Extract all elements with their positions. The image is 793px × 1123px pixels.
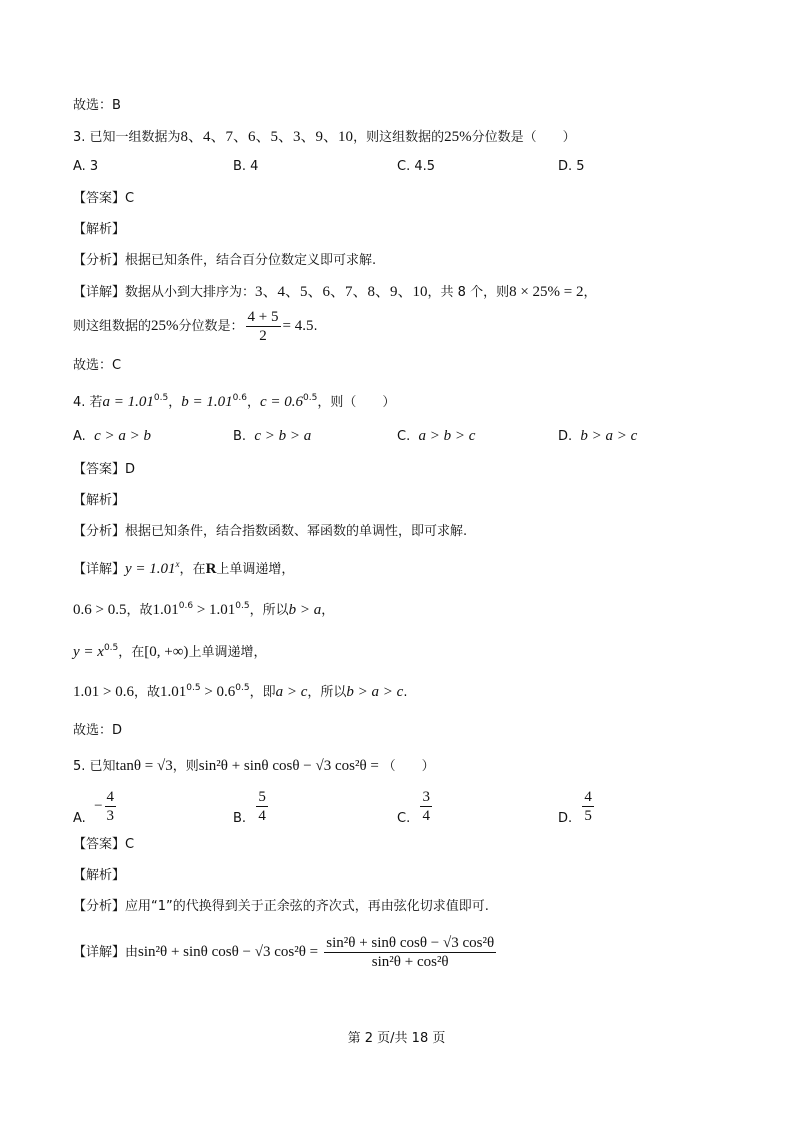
q5-option-a	[73, 788, 118, 825]
q4-option-d-expr: b > a > c	[580, 428, 638, 444]
q3-result	[73, 308, 318, 345]
q5-option-a-num: 4	[106, 789, 115, 805]
q3-detail	[73, 283, 597, 302]
q4-a-def: a = 1.01	[102, 394, 154, 410]
q3-result-percent: 25%	[151, 318, 179, 334]
q4-d4-concl1: a > c	[275, 684, 308, 700]
q5-option-a-letter: A.	[73, 811, 86, 826]
q4-d1-end: 上单调递增，	[216, 562, 295, 577]
q3-answer: 【答案】C	[73, 191, 135, 206]
q4-d2-mid2: ，所以	[249, 603, 289, 618]
q4-detail-1	[73, 560, 294, 579]
q4-d4-base1: 1.01	[159, 684, 187, 700]
q4-d4-mid3: ，所以	[307, 685, 347, 700]
q4-final: 故选：D	[73, 723, 123, 738]
q4-option-a	[73, 428, 151, 445]
q4-d2-ineq: 0.6 > 0.5	[73, 602, 127, 618]
q5-suffix: （ ）	[382, 759, 435, 774]
q5-option-d-frac	[582, 788, 594, 825]
q5-detail-lhs: sin²θ + sinθ cosθ − √3 cos²θ =	[138, 944, 319, 960]
q5-option-a-den: 3	[106, 808, 115, 824]
q4-d4-mid2: ，即	[249, 685, 276, 700]
q4-d1-exp: x	[175, 559, 180, 569]
q4-d1-prefix: 【详解】	[73, 562, 126, 577]
q5-prefix: 5. 已知	[73, 759, 116, 774]
q4-d2-mid: ，故	[126, 603, 153, 618]
q4-d1-func: y = 1.01	[125, 561, 176, 577]
q5-option-c-num: 3	[422, 789, 430, 805]
q3-option-d: D. 5	[558, 159, 585, 174]
q3-suffix: 分位数是（ ）	[471, 130, 576, 145]
q5-given: tanθ = √3	[115, 758, 173, 774]
q4-d3-exp: 0.5	[103, 643, 119, 653]
q3-frac-den: 2	[259, 328, 267, 344]
q5-option-d-num: 4	[584, 789, 592, 805]
q3-option-c: C. 4.5	[397, 159, 436, 174]
q4-d3-mid: ，在	[118, 645, 145, 660]
q4-option-b-expr: c > b > a	[254, 428, 312, 444]
q4-option-b	[233, 428, 311, 445]
q3-result-middle: 分位数是：	[178, 319, 244, 334]
q4-d1-mid: ，在	[179, 562, 206, 577]
q5-option-c	[397, 788, 434, 825]
q5-detail-num: sin²θ + sinθ cosθ − √3 cos²θ	[326, 935, 495, 951]
q5-mid: ，则	[172, 759, 199, 774]
q3-detail-prefix: 【详解】数据从小到大排序为：	[73, 285, 256, 300]
q4-option-c	[397, 428, 475, 445]
q4-fenxi: 【分析】根据已知条件，结合指数函数、幂函数的单调性，即可求解.	[73, 524, 468, 539]
q4-suffix: ，则（ ）	[317, 395, 396, 410]
q3-result-prefix: 则这组数据的	[73, 319, 152, 334]
q4-d3-func: y = x	[73, 644, 104, 660]
question-4-stem	[73, 393, 395, 413]
question-3-stem	[73, 128, 576, 147]
q3-analysis-header: 【解析】	[73, 222, 126, 237]
q4-d4-ineq: 1.01 > 0.6	[73, 684, 134, 700]
q3-detail-calc: 8 × 25% = 2	[509, 284, 584, 300]
q3-fraction	[246, 308, 281, 345]
q3-data-values: 8、4、7、6、5、3、9、10	[180, 129, 354, 145]
q4-detail-2	[73, 601, 334, 621]
q5-option-d-letter: D.	[558, 811, 573, 826]
q3-frac-result: = 4.5	[282, 318, 314, 334]
answer-line-q2: 故选：B	[73, 98, 121, 113]
page-footer: 第 2 页/共 18 页	[347, 1031, 446, 1046]
q4-option-a-letter: A.	[73, 429, 86, 444]
q4-sep-2: ，	[246, 395, 260, 410]
q5-option-b-den: 4	[258, 808, 266, 824]
q4-d3-end: 上单调递增，	[188, 645, 267, 660]
q5-option-c-frac	[420, 788, 432, 825]
q5-expr: sin²θ + sinθ cosθ − √3 cos²θ =	[198, 758, 383, 774]
q4-d2-exp2: 0.5	[235, 601, 250, 611]
q3-middle: ，则这组数据的	[353, 130, 445, 145]
q4-option-a-expr: c > a > b	[94, 428, 151, 444]
q4-d2-exp1: 0.6	[178, 601, 194, 611]
q5-option-b-letter: B.	[233, 811, 247, 826]
q3-prefix: 3. 已知一组数据为	[73, 130, 181, 145]
q4-d3-interval: [0, +∞)	[144, 644, 189, 660]
q3-final: 故选：C	[73, 358, 122, 373]
q4-detail-3	[73, 643, 266, 663]
q4-a-exp: 0.5	[153, 393, 169, 403]
q4-option-c-expr: a > b > c	[418, 428, 476, 444]
q4-d4-concl2: b > a > c	[346, 684, 404, 700]
q4-answer: 【答案】D	[73, 462, 136, 477]
q4-prefix: 4. 若	[73, 395, 103, 410]
q4-b-def: b = 1.01	[181, 394, 233, 410]
q5-fenxi: 【分析】应用“1”的代换得到关于正余弦的齐次式，再由弦化切求值即可.	[73, 899, 489, 914]
q4-option-d	[558, 428, 637, 445]
q3-detail-middle: ，共 8 个，则	[427, 285, 510, 300]
q4-option-b-letter: B.	[233, 429, 247, 444]
q4-d4-mid: ，故	[133, 685, 160, 700]
q3-sorted-values: 3、4、5、6、7、8、9、10	[255, 284, 428, 300]
q4-d4-exp1: 0.5	[186, 683, 201, 693]
q3-detail-end: ，	[583, 285, 597, 300]
q3-option-a: A. 3	[73, 159, 99, 174]
q5-detail-prefix: 【详解】由	[73, 945, 139, 960]
q5-detail-frac	[324, 934, 496, 971]
q3-result-end: .	[313, 319, 318, 334]
q5-option-c-letter: C.	[397, 811, 411, 826]
q3-option-b: B. 4	[233, 159, 259, 174]
q4-d4-gt: > 0.6	[200, 684, 236, 700]
q5-option-c-den: 4	[422, 808, 430, 824]
q5-option-b-num: 5	[258, 789, 266, 805]
q5-option-d	[558, 788, 596, 825]
q4-b-exp: 0.6	[232, 393, 247, 403]
q4-d4-exp2: 0.5	[235, 683, 250, 693]
q4-c-exp: 0.5	[303, 393, 318, 403]
q3-fenxi: 【分析】根据已知条件，结合百分位数定义即可求解.	[73, 253, 377, 268]
q4-analysis-header: 【解析】	[73, 493, 126, 508]
q3-frac-num: 4 + 5	[247, 309, 279, 325]
q4-d2-gt: > 1.01	[193, 602, 236, 618]
q5-detail	[73, 934, 498, 971]
q5-option-d-den: 5	[584, 808, 592, 824]
q4-detail-4	[73, 683, 407, 703]
q4-option-c-letter: C.	[397, 429, 411, 444]
q4-option-d-letter: D.	[558, 429, 573, 444]
q4-d4-end: .	[403, 685, 408, 700]
q5-analysis-header: 【解析】	[73, 868, 126, 883]
q4-c-def: c = 0.6	[259, 394, 304, 410]
q5-detail-den: sin²θ + cos²θ	[371, 954, 449, 970]
q5-option-a-sign: −	[94, 798, 103, 814]
q4-d2-base1: 1.01	[152, 602, 179, 618]
q4-d2-end: ，	[321, 603, 335, 618]
q5-option-b	[233, 788, 270, 825]
q3-percent: 25%	[444, 129, 472, 145]
q5-option-b-frac	[256, 788, 268, 825]
q4-sep-1: ，	[168, 395, 182, 410]
q5-answer: 【答案】C	[73, 837, 135, 852]
q5-option-a-frac	[105, 788, 117, 825]
q4-d2-concl: b > a	[288, 602, 322, 618]
question-5-stem	[73, 757, 435, 776]
q4-d1-R: R	[205, 561, 217, 577]
